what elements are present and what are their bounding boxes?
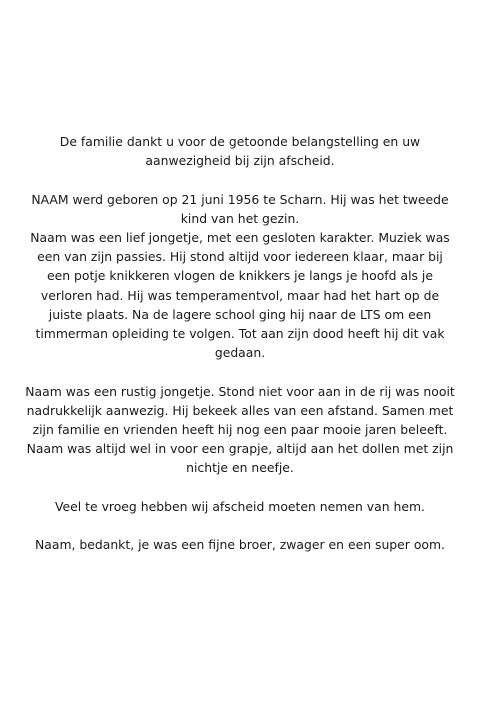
paragraph-thanks: De familie dankt u voor de getoonde belangstelling en uw aanwezigheid bij zijn afscheid. bbox=[59, 134, 421, 169]
paragraph-farewell: Veel te vroeg hebben wij afscheid moeten nemen van hem. bbox=[55, 498, 425, 514]
paragraph-closing: Naam, bedankt, je was een fijne broer, zwager en een super oom. bbox=[34, 537, 445, 553]
paragraph-spacer bbox=[24, 516, 456, 535]
condolence-text bbox=[24, 132, 456, 554]
paragraph-spacer bbox=[24, 170, 456, 189]
paragraph-character: Naam was een rustig jongetje. Stond niet voor aan in de rij was nooit nadrukkelijk aanwezig. Hij bekeek alles van een afstand. Samen met zijn familie en vrienden heeft hij nog een paar mooie jaren beleeft. Naam was altijd wel in voor een grapje, altijd aan het dollen met zijn nichtje en neefje. bbox=[25, 383, 455, 476]
paragraph-biography: NAAM werd geboren op 21 juni 1956 te Scharn. Hij was het tweede kind van het gezin. Naam was een lief jongetje, met een gesloten karakter. Muziek was een van zijn passies. Hij stond altijd voor iedereen klaar, maar bij een potje knikkeren vlogen de knikkers je langs je hoofd als je verloren had. Hij was temperamentvol, maar had het hart op de juiste plaats. Na de lagere school ging hij naar de LTS om een timmerman opleiding te volgen. Tot aan zijn dood heeft hij dit vak gedaan. bbox=[30, 191, 450, 361]
paragraph-spacer bbox=[24, 478, 456, 497]
paragraph-spacer bbox=[24, 362, 456, 381]
